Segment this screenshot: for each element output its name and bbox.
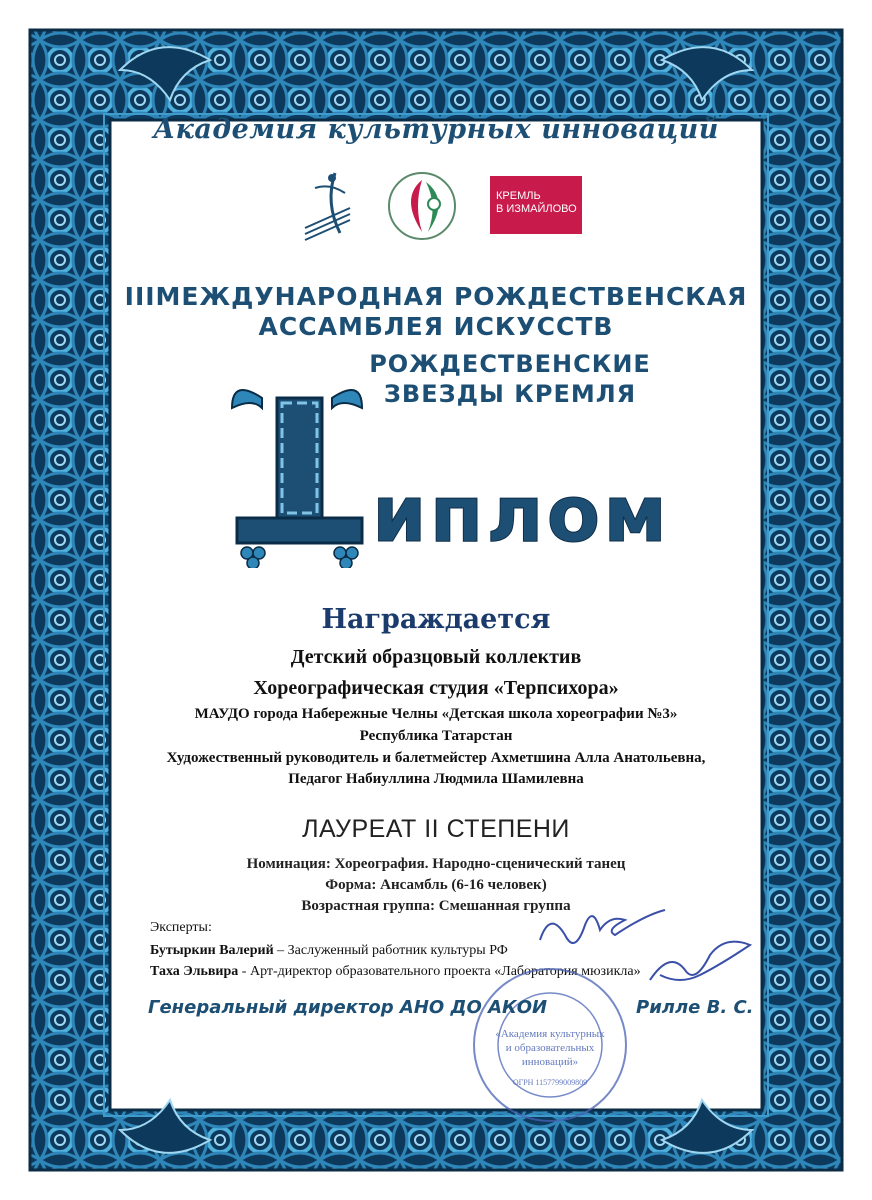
academy-emblem-logo <box>382 168 462 248</box>
recipient-line2: Хореографическая студия «Терпсихора» <box>253 677 619 699</box>
academy-title: Академия культурных инноваций <box>153 114 719 145</box>
stamp-ogrn: ОГРН 1157799009809 <box>512 1078 588 1087</box>
diploma-title: иплом <box>372 470 671 560</box>
nomination-line: Номинация: Хореография. Народно-сценический танец <box>246 856 626 872</box>
awarded-heading: Награждается <box>321 604 551 635</box>
kremlin-logo-line1: КРЕМЛЬ <box>496 190 541 202</box>
expert-1-role: – Заслуженный работник культуры РФ <box>273 943 508 958</box>
stamp-line3: инноваций» <box>521 1056 579 1068</box>
festival-title-line2: АССАМБЛЕЯ ИСКУССТВ <box>258 312 614 341</box>
director-name: Рилле В. С. <box>636 997 754 1018</box>
recipient-line3: МАУДО города Набережные Челны «Детская школа хореографии №3» <box>194 706 678 722</box>
form-line: Форма: Ансамбль (6-16 человек) <box>325 877 547 893</box>
music-logo <box>300 168 360 248</box>
festival-subtitle-line2: ЗВЕЗДЫ КРЕМЛЯ <box>383 380 637 408</box>
expert-1-name: Бутыркин Валерий <box>150 943 274 958</box>
decorative-initial-d <box>222 368 372 568</box>
expert-1 <box>150 943 508 959</box>
festival-title-line1: IIIМЕЖДУНАРОДНАЯ РОЖДЕСТВЕНСКАЯ <box>124 282 748 311</box>
recipient-line1: Детский образцовый коллектив <box>290 646 582 668</box>
age-group-line: Возрастная группа: Смешанная группа <box>301 898 571 914</box>
stamp-line1: «Академия культурных <box>495 1028 605 1040</box>
signatures <box>520 895 760 1005</box>
festival-subtitle-line1: РОЖДЕСТВЕНСКИЕ <box>369 350 651 378</box>
expert-2-role: - Арт-директор образовательного проекта «Лаборатория мюзикла» <box>238 964 641 979</box>
experts-heading: Эксперты: <box>150 920 212 935</box>
director-title: Генеральный директор АНО ДО АКОИ <box>148 997 548 1018</box>
expert-2-name: Таха Эльвира <box>150 964 239 979</box>
laureate-degree: ЛАУРЕАТ II СТЕПЕНИ <box>302 815 570 843</box>
recipient-line6: Педагог Набиуллина Людмила Шамилевна <box>288 771 584 787</box>
recipient-line4: Республика Татарстан <box>359 728 513 744</box>
recipient-line5: Художественный руководитель и балетмейстер Ахметшина Алла Анатольевна, <box>166 750 706 766</box>
logos-row <box>300 168 590 248</box>
stamp-line2: и образовательных <box>505 1042 595 1054</box>
kremlin-izmailovo-logo <box>490 176 582 234</box>
kremlin-logo-line2: В ИЗМАЙЛОВО <box>496 203 577 215</box>
